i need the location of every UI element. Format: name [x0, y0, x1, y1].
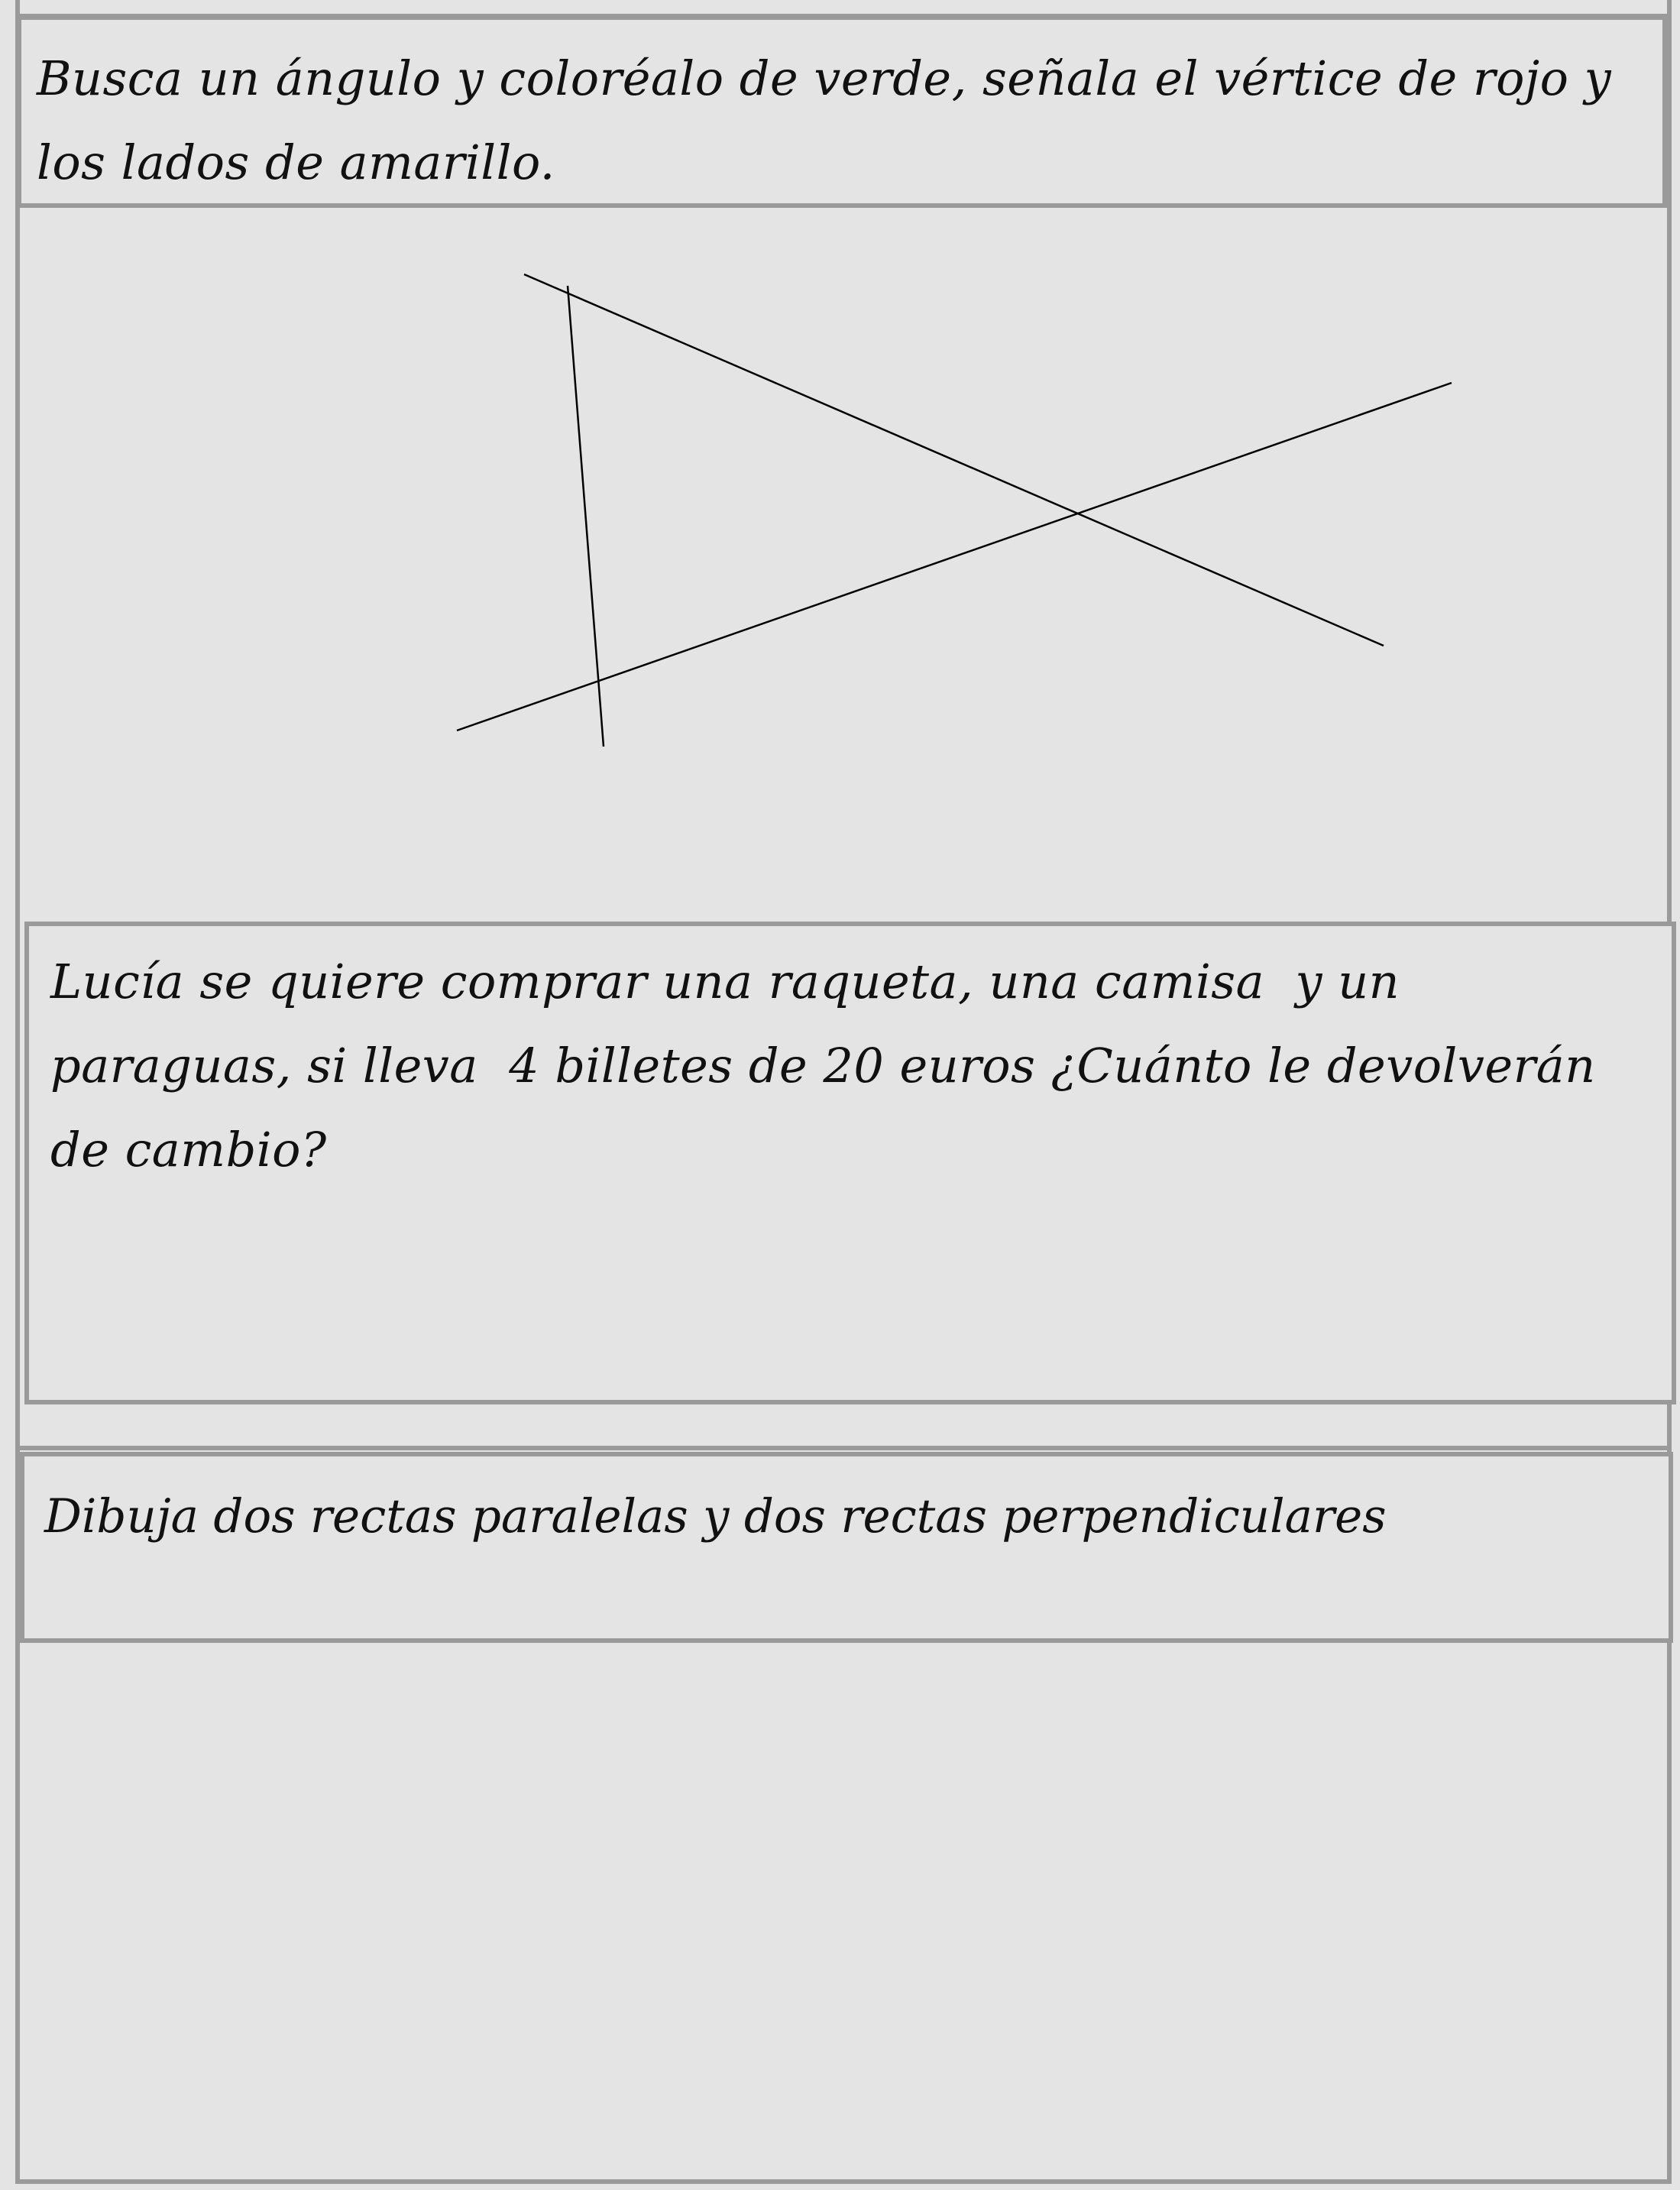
exercise-lines-box — [20, 1452, 1673, 1643]
middle-separator — [15, 1446, 1672, 1450]
line-left-steep — [568, 286, 604, 747]
exercise-angle-box — [17, 15, 1667, 208]
exercise-angle-text: Busca un ángulo y coloréalo de verde, señala el vértice de rojo y los lados de amarillo. — [37, 50, 1627, 190]
lower-separator — [15, 1638, 1672, 1643]
lines-figure — [15, 208, 1673, 911]
lines-figure-svg — [15, 208, 1673, 911]
exercise-lines-text: Dibuja dos rectas paralelas y dos rectas perpendiculares — [44, 1489, 1387, 1544]
line-descending — [524, 274, 1384, 646]
exercise-problem-text: Lucía se quiere comprar una raqueta, una camisa y un paraguas, si lleva 4 billetes de 20 euros ¿Cuánto le devolverán de cambio? — [50, 954, 1611, 1178]
line-ascending — [457, 383, 1452, 731]
exercise-problem-box — [24, 922, 1676, 1404]
